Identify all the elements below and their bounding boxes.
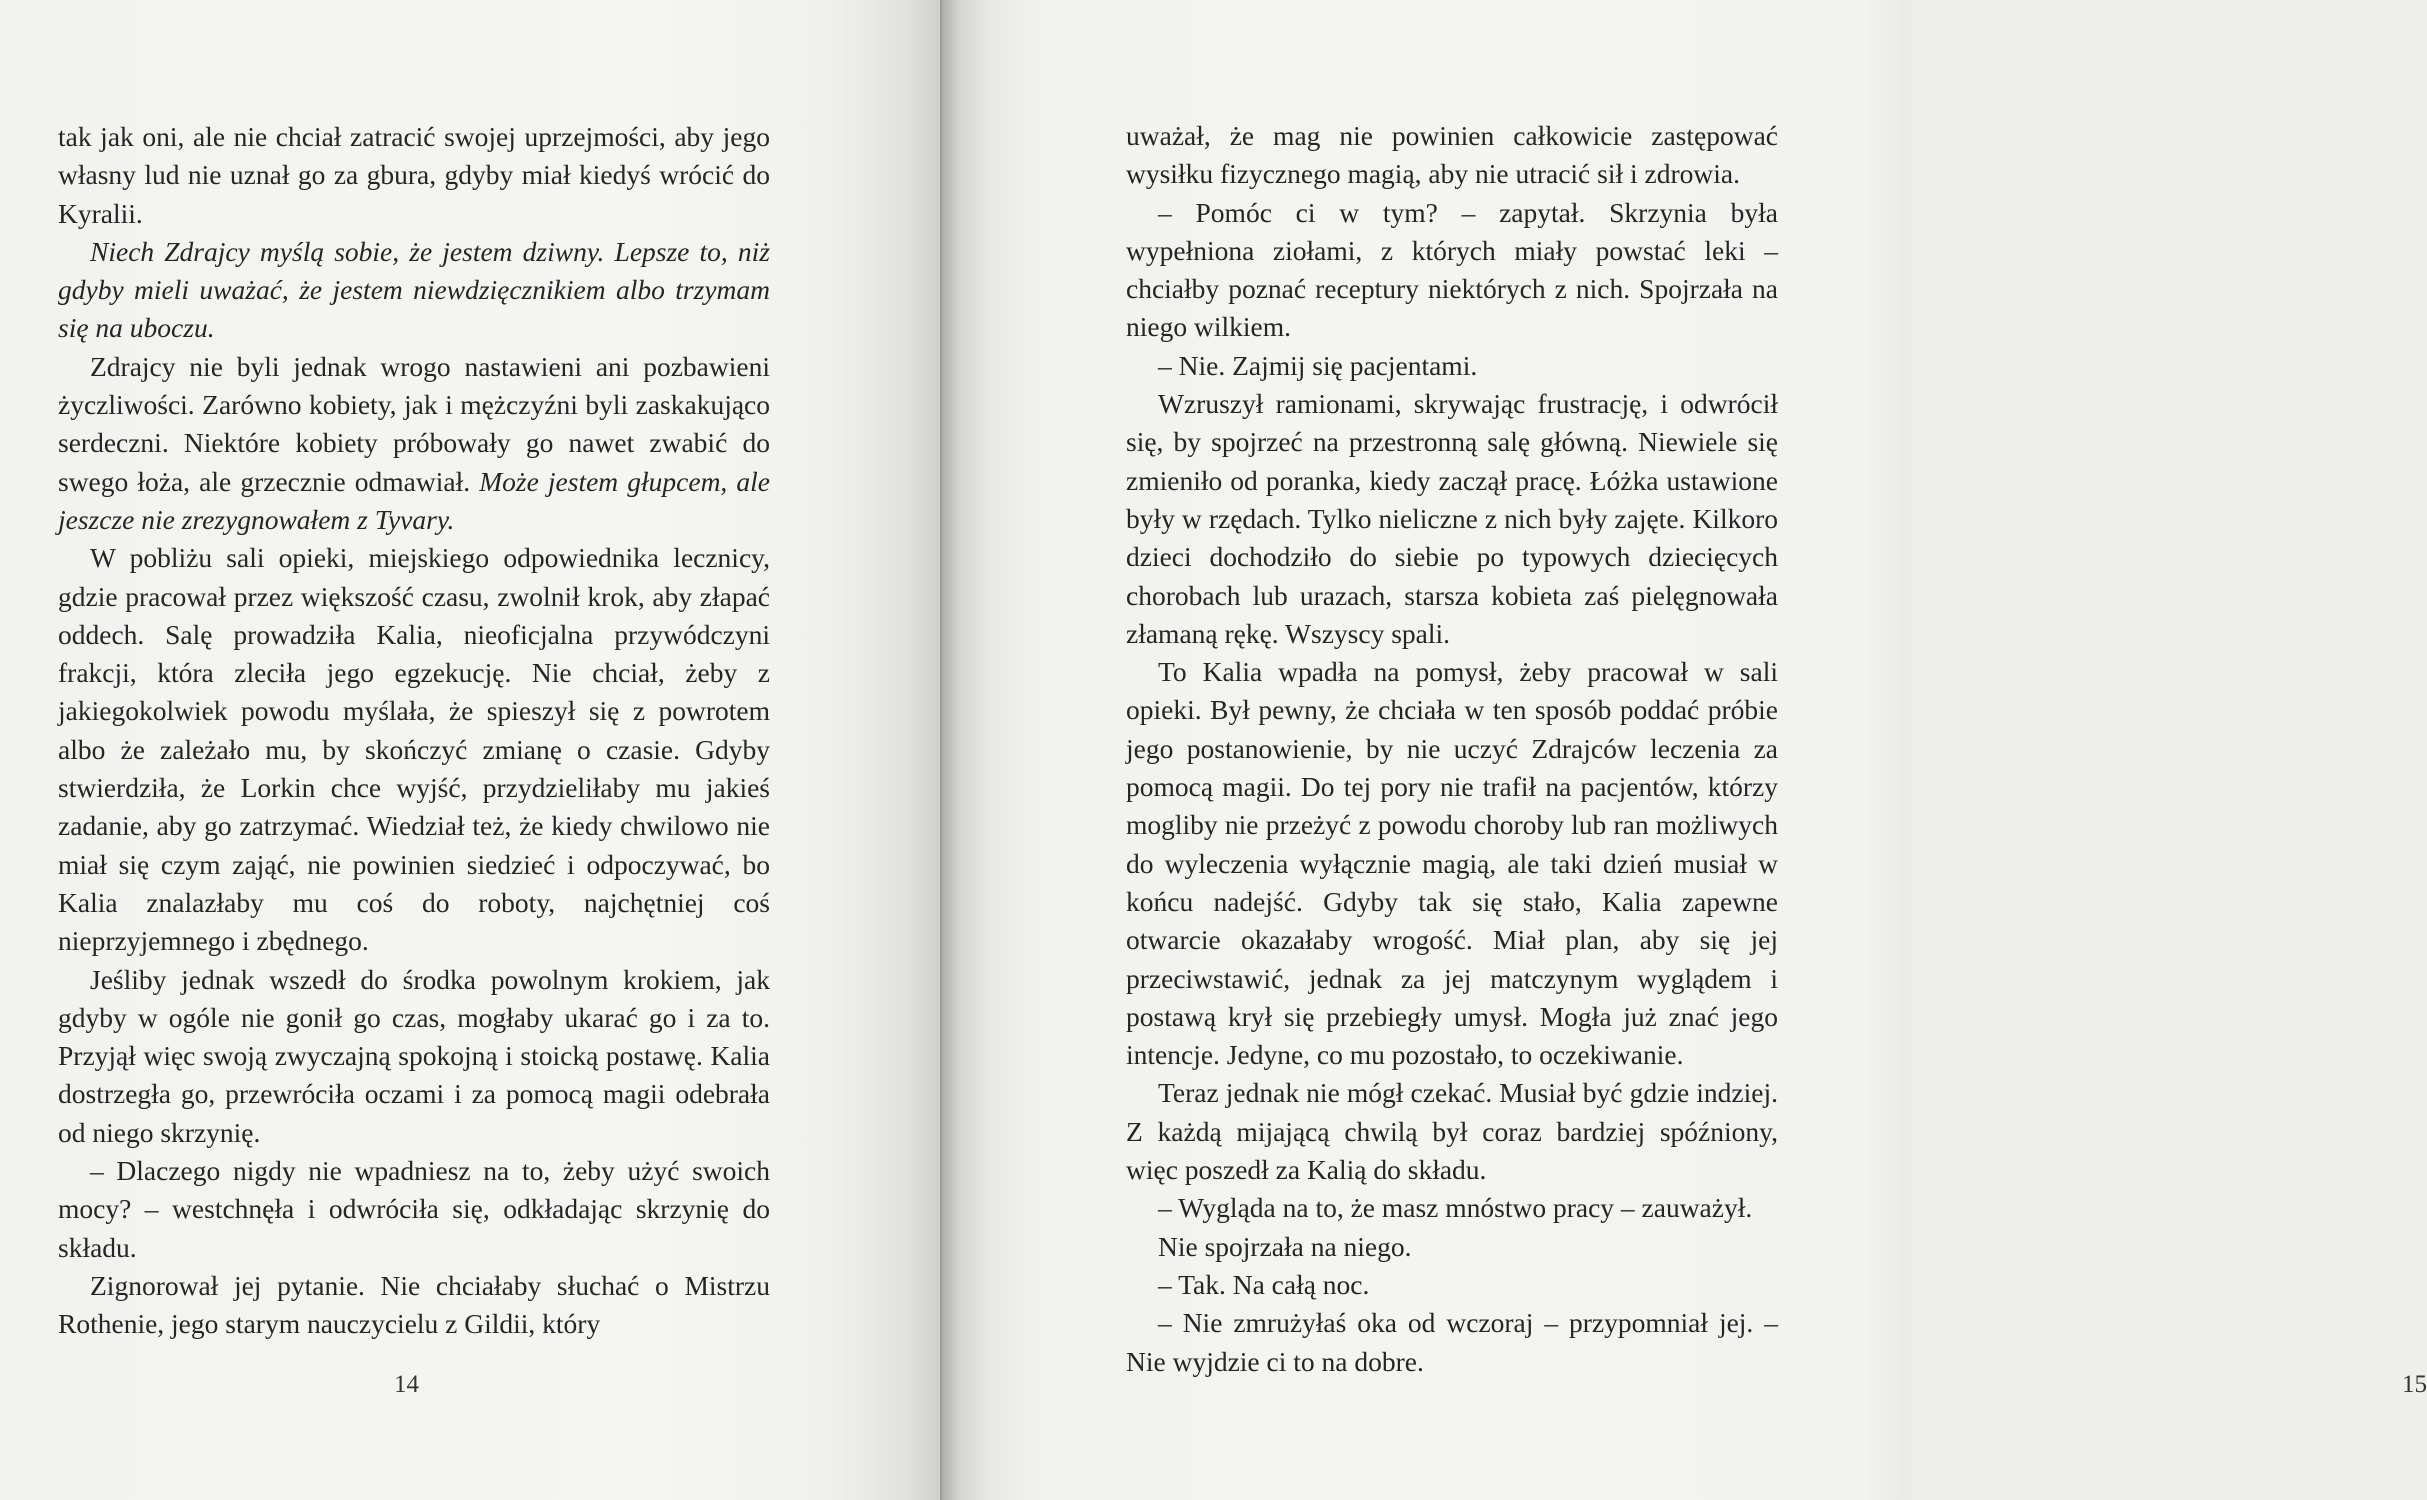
paragraph-text: Zdrajcy nie byli jednak wrogo nastawieni ani pozbawieni życzliwości. Zarówno kobiety, jak i mężczyźni byli zaskakująco serdeczni. Niektóre kobiety próbowały go nawet zwabić do swego łoża, ale grzecznie odmawiał.: [58, 350, 770, 497]
paragraph: – Wygląda na to, że masz mnóstwo pracy – zauważył.: [1158, 1192, 1753, 1224]
page-number: 14: [394, 1371, 419, 1398]
paragraph: – Pomóc ci w tym? – zapytał. Skrzynia była wypełniona ziołami, z których miały powstać leki – chciałby poznać receptury niektórych z nich. Spojrzała na niego wilkiem.: [1126, 196, 1778, 343]
paragraph: Zignorował jej pytanie. Nie chciałaby słuchać o Mistrzu Rothenie, jego starym nauczycielu z Gildii, który: [58, 1269, 770, 1340]
right-page: [940, 0, 2427, 1500]
paragraph: – Dlaczego nigdy nie wpadniesz na to, żeby użyć swoich mocy? – westchnęła i odwróciła się, odkładając skrzynię do składu.: [58, 1155, 770, 1263]
paragraph-italic: Niech Zdrajcy myślą sobie, że jestem dziwny. Lepsze to, niż gdyby mieli uważać, że jestem niewdzięcznikiem albo trzymam się na uboczu.: [58, 235, 770, 344]
paragraph: Nie spojrzała na niego.: [1158, 1230, 1412, 1262]
book-gutter: [940, 0, 942, 1500]
page-number: 15: [2402, 1371, 2427, 1398]
paragraph: tak jak oni, ale nie chciał zatracić swojej uprzejmości, aby jego własny lud nie uznał go za gbura, gdyby miał kiedyś wrócić do Kyralii.: [58, 121, 770, 229]
paragraph: W pobliżu sali opieki, miejskiego odpowiednika lecznicy, gdzie pracował przez większość czasu, zwolnił krok, aby złapać oddech. Salę prowadziła Kalia, nieoficjalna przywódczyni frakcji, która zleciła jego egzekucję. Nie chciał, żeby z jakiegokolwiek powodu myślała, że spieszył się z powrotem albo że zależało mu, by skończyć zmianę o czasie. Gdyby stwierdziła, że Lorkin chce wyjść, przydzieliłaby mu jakieś zadanie, aby go zatrzymać. Wiedział też, że kiedy chwilowo nie miał się czym zająć, nie powinien siedzieć i odpoczywać, bo Kalia znalazłaby mu coś do roboty, najchętniej coś nieprzyjemnego i zbędnego.: [58, 542, 770, 957]
paragraph: uważał, że mag nie powinien całkowicie zastępować wysiłku fizycznego magią, aby nie utracić sił i zdrowia.: [1126, 120, 1778, 190]
paragraph: To Kalia wpadła na pomysł, żeby pracował w sali opieki. Był pewny, że chciała w ten sposób poddać próbie jego postanowienie, by nie uczyć Zdrajców leczenia za pomocą magii. Do tej pory nie trafił na pacjentów, którzy mogliby nie przeżyć z powodu choroby lub ran możliwych do wyleczenia wyłącznie magią, ale taki dzień musiał w końcu nadejść. Gdyby tak się stało, Kalia zapewne otwarcie okazałaby wrogość. Miał plan, aby się jej przeciwstawić, jednak za jej matczynym wyglądem i postawą krył się przebiegły umysł. Mogła już znać jego intencje. Jedyne, co mu pozostało, to oczekiwanie.: [1126, 656, 1778, 1071]
paragraph: [58, 348, 770, 539]
paragraph: – Nie zmrużyłaś oka od wczoraj – przypomniał jej. – Nie wyjdzie ci to na dobre.: [1126, 1307, 1778, 1377]
paragraph: – Nie. Zajmij się pacjentami.: [1158, 349, 1478, 381]
left-page: [0, 0, 940, 1500]
paragraph: Jeśliby jednak wszedł do środka powolnym krokiem, jak gdyby w ogóle nie gonił go czas, mogłaby ukarać go i za to. Przyjął więc swoją zwyczajną spokojną i stoicką postawę. Kalia dostrzegła go, przewróciła oczami i za pomocą magii odebrała od niego skrzynię.: [58, 963, 770, 1148]
paragraph: – Tak. Na całą noc.: [1158, 1268, 1370, 1300]
left-page-text: [58, 118, 770, 1344]
italic-thought: Może jestem głupcem, ale jeszcze nie zrezygnowałem z Tyvary.: [58, 465, 771, 535]
paragraph: Teraz jednak nie mógł czekać. Musiał być gdzie indziej. Z każdą mijającą chwilą był coraz bardziej spóźniony, więc poszedł za Kalią do składu.: [1126, 1077, 1778, 1186]
paragraph: Wzruszył ramionami, skrywając frustrację, i odwrócił się, by spojrzeć na przestronną salę główną. Niewiele się zmieniło od poranka, kiedy zaczął pracę. Łóżka ustawione były w rzędach. Tylko nieliczne z nich były zajęte. Kilkoro dzieci dochodziło do siebie po typowych dziecięcych chorobach lub urazach, starsza kobieta zaś pielęgnowała złamaną rękę. Wszyscy spali.: [1126, 388, 1778, 649]
right-page-text: [1126, 117, 1778, 1381]
